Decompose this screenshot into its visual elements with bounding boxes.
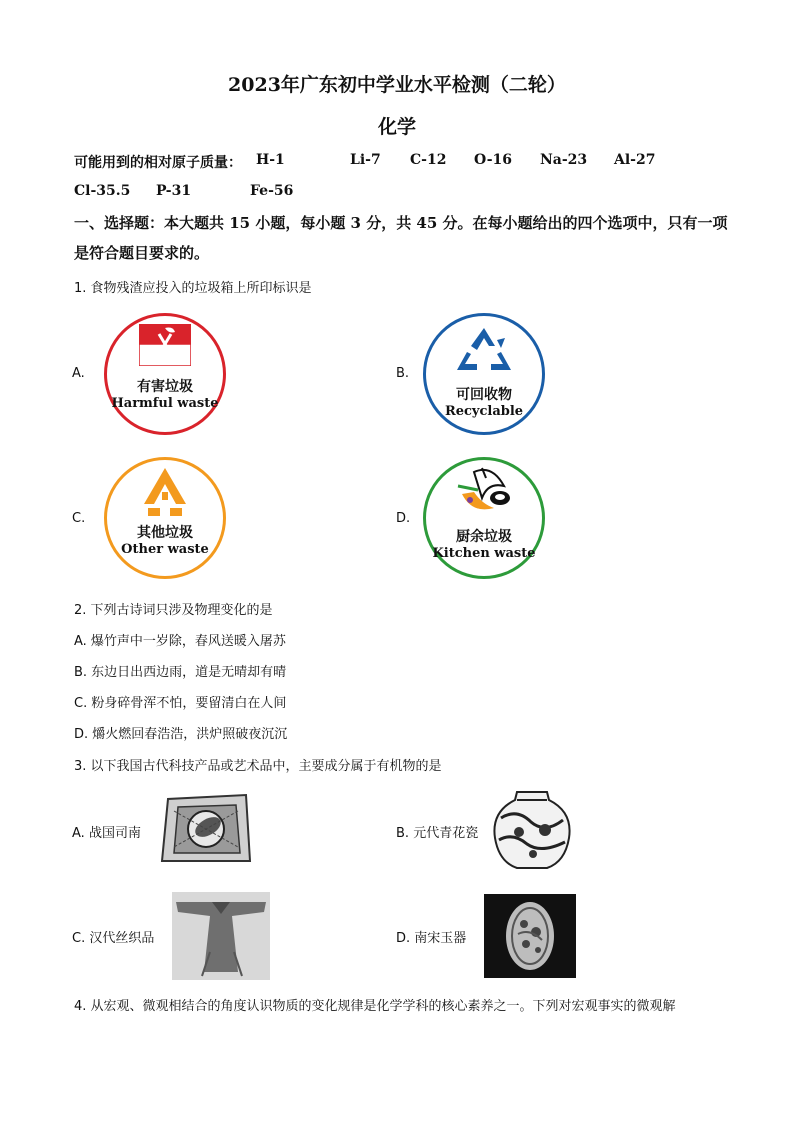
q2-option-c[interactable]: C. 粉身碎骨浑不怕，要留清白在人间 — [74, 696, 287, 711]
kitchen-waste-icon — [452, 464, 518, 516]
section-heading: 一、选择题：本大题共 15 小题，每小题 3 分，共 45 分。在每小题给出的四个选项中，只有一项是符合题目要求的。 — [74, 214, 728, 262]
recyclable-cn-label: 可回收物 — [456, 387, 512, 403]
mass-fe: Fe-56 — [250, 183, 294, 199]
other-waste-icon — [140, 466, 190, 518]
recyclable-badge[interactable] — [423, 313, 545, 435]
recyclable-en-label: Recyclable — [444, 404, 524, 419]
mass-al: Al-27 — [614, 152, 656, 168]
q1-option-b-letter[interactable]: B. — [396, 366, 410, 381]
atomic-masses-label: 可能用到的相对原子质量： — [74, 155, 242, 171]
recycle-icon — [453, 324, 515, 376]
mass-na: Na-23 — [540, 152, 588, 168]
q1-option-c-letter[interactable]: C. — [72, 511, 86, 526]
q3-option-c-text: 汉代丝织品 — [89, 931, 155, 946]
question-1-stem: 1. 食物残渣应投入的垃圾箱上所印标识是 — [74, 281, 312, 296]
other-cn-label: 其他垃圾 — [137, 525, 193, 541]
kitchen-cn-label: 厨余垃圾 — [456, 529, 512, 545]
other-waste-badge[interactable] — [104, 457, 226, 579]
q3-option-a[interactable] — [72, 822, 141, 841]
kitchen-en-label: Kitchen waste — [432, 546, 536, 561]
q3-option-a-text: 战国司南 — [88, 826, 141, 841]
q1-option-a-letter[interactable]: A. — [72, 366, 85, 381]
q1-option-d-letter[interactable]: D. — [396, 511, 411, 526]
subject-title: 化学 — [377, 116, 416, 138]
harmful-waste-badge[interactable] — [104, 313, 226, 435]
page-title: 2023年广东初中学业水平检测（二轮） — [228, 74, 566, 96]
silk-garment-image — [172, 892, 270, 980]
question-2-stem: 2. 下列古诗词只涉及物理变化的是 — [74, 603, 273, 618]
q3-option-b-text: 元代青花瓷 — [413, 826, 479, 841]
mass-p: P-31 — [156, 183, 192, 199]
other-en-label: Other waste — [121, 542, 209, 557]
q2-option-d[interactable]: D. 爝火燃回春浩浩，洪炉照破夜沉沉 — [74, 727, 288, 742]
q2-option-a[interactable]: A. 爆竹声中一岁除，春风送暖入屠苏 — [74, 634, 286, 649]
mass-cl: Cl-35.5 — [74, 183, 131, 199]
q3-option-d-text: 南宋玉器 — [414, 931, 467, 946]
q3-option-d-letter: D. — [396, 931, 411, 946]
question-4-stem: 4. 从宏观、微观相结合的角度认识物质的变化规律是化学学科的核心素养之一。下列对宏观事实的微观解 — [74, 999, 676, 1014]
q2-option-b[interactable]: B. 东边日出西边雨，道是无晴却有晴 — [74, 665, 287, 680]
q3-option-d[interactable] — [396, 927, 466, 946]
q3-option-b[interactable] — [396, 822, 478, 841]
harmful-cn-label: 有害垃圾 — [137, 379, 193, 395]
mass-h: H-1 — [256, 152, 285, 168]
q3-option-a-letter: A. — [72, 826, 85, 841]
q3-option-b-letter: B. — [396, 826, 410, 841]
question-3-stem: 3. 以下我国古代科技产品或艺术品中，主要成分属于有机物的是 — [74, 759, 442, 774]
jade-ware-image — [484, 894, 576, 978]
mass-li: Li-7 — [350, 152, 381, 168]
harmful-icon — [139, 324, 191, 366]
q3-option-c[interactable] — [72, 927, 154, 946]
harmful-en-label: Harmful waste — [111, 396, 219, 411]
mass-c: C-12 — [410, 152, 447, 168]
mass-o: O-16 — [474, 152, 513, 168]
q3-option-c-letter: C. — [72, 931, 86, 946]
blue-white-porcelain-image — [487, 788, 577, 870]
compass-sinan-image — [154, 791, 254, 867]
kitchen-waste-badge[interactable] — [423, 457, 545, 579]
